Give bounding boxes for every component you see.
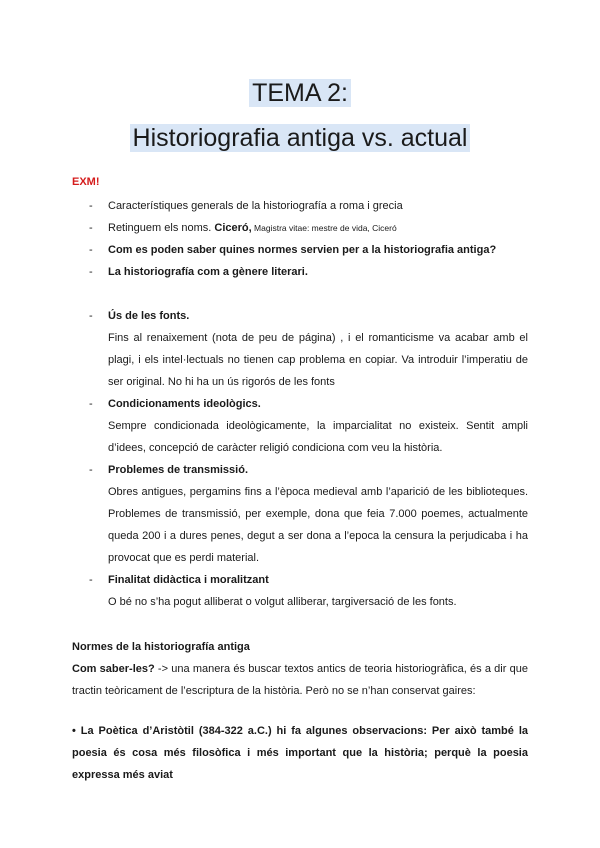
list-item: - La historiografía com a gènere literari.	[0, 261, 600, 283]
how-to-know-text: -> una manera és buscar textos antics de teoria historiogràfica, és a dir que tractin teòricament de l’escriptura de la història. Però no se n’han conservat gaires:	[72, 663, 528, 697]
how-to-know-paragraph	[72, 658, 528, 702]
list-item-body: O bé no s’ha pogut alliberat o volgut alliberar, targiversació de les fonts.	[108, 596, 457, 608]
list-item-heading: Condicionaments ideològics.	[108, 398, 261, 410]
title-line-1-container	[0, 75, 600, 111]
list-item: - Com es poden saber quines normes servien per a la historiografia antiga?	[0, 239, 600, 261]
names-text: Retinguem els noms.	[108, 222, 215, 234]
list-item: - Condicionaments ideològics. Sempre condicionada ideològicamente, la imparcialitat no existeix. Sentit ampli d’idees, concepció de caràcter religió condiciona com veu la història.	[0, 393, 600, 459]
list-item-text	[108, 217, 528, 239]
list-item-text: Característiques generals de la historiografía a roma i grecia	[108, 200, 403, 212]
list-item-heading: Finalitat didàctica i moralitzant	[108, 574, 269, 586]
norms-section	[72, 636, 528, 786]
list-item: - Finalitat didàctica i moralitzant O bé no s’ha pogut alliberat o volgut alliberar, targiversació de les fonts.	[0, 569, 600, 613]
title-line-1: TEMA 2:	[249, 79, 351, 107]
list-item-heading: Ús de les fonts.	[108, 310, 190, 322]
title-line-2: Historiografia antiga vs. actual	[130, 124, 471, 152]
exam-label: EXM!	[72, 176, 100, 188]
list-item-body: Fins al renaixement (nota de peu de página) , i el romanticisme va acabar amb el plagi, i els intel·lectuals no tienen cap problema en copiar. Va introduir l’imperatiu de ser original. No hi ha un ús rigorós de les fonts	[108, 332, 528, 388]
list-item: - Ús de les fonts. Fins al renaixement (nota de peu de página) , i el romanticisme va acabar amb el plagi, i els intel·lectuals no tienen cap problema en copiar. Va introduir l’imperatiu de ser original. No hi ha un ús rigorós de les fonts	[0, 305, 600, 393]
list-item: - Problemes de transmissió. Obres antigues, pergamins fins a l’època medieval amb l’aparició de les biblioteques. Problemes de transmissió, per exemple, dona que feia 7.000 poemes, actualmente queda 200 i a dures penes, degut a ser dona a l’epoca la censura la perjudicaba i ha provocat que es perdi material.	[0, 459, 600, 569]
topic-list	[0, 195, 600, 613]
list-item: - Retinguem els noms. Ciceró, Magistra vitae: mestre de vida, Ciceró	[0, 217, 600, 239]
list-item-text: Com es poden saber quines normes servien per a la historiografia antiga?	[108, 244, 497, 256]
list-item-text: La historiografía com a gènere literari.	[108, 266, 308, 278]
cicero-bold: Ciceró,	[214, 222, 252, 234]
title-line-2-container	[0, 120, 600, 156]
list-item: - Característiques generals de la historiografía a roma i grecia	[0, 195, 600, 217]
how-to-know-bold: Com saber-les?	[72, 663, 155, 675]
list-item-heading: Problemes de transmissió.	[108, 464, 248, 476]
magistra-vitae-note: Magistra vitae: mestre de vida, Ciceró	[251, 223, 397, 233]
list-item-body: Sempre condicionada ideològicamente, la imparcialitat no existeix. Sentit ampli d’idees, concepció de caràcter religió condiciona com veu la història.	[108, 420, 528, 454]
aristotle-bullet: • La Poètica d’Aristòtil (384-322 a.C.) hi fa algunes observacions: Per això també la poesia és cosa més filosòfica i més important que la història; perquè la poesia expressa més aviat	[72, 725, 528, 781]
list-item-body: Obres antigues, pergamins fins a l’època medieval amb l’aparició de les biblioteques. Problemes de transmissió, per exemple, dona que feia 7.000 poemes, actualmente queda 200 i a dures penes, degut a ser dona a l’epoca la censura la perjudicaba i ha provocat que es perdi material.	[108, 486, 528, 564]
section-heading: Normes de la historiografía antiga	[72, 641, 250, 653]
